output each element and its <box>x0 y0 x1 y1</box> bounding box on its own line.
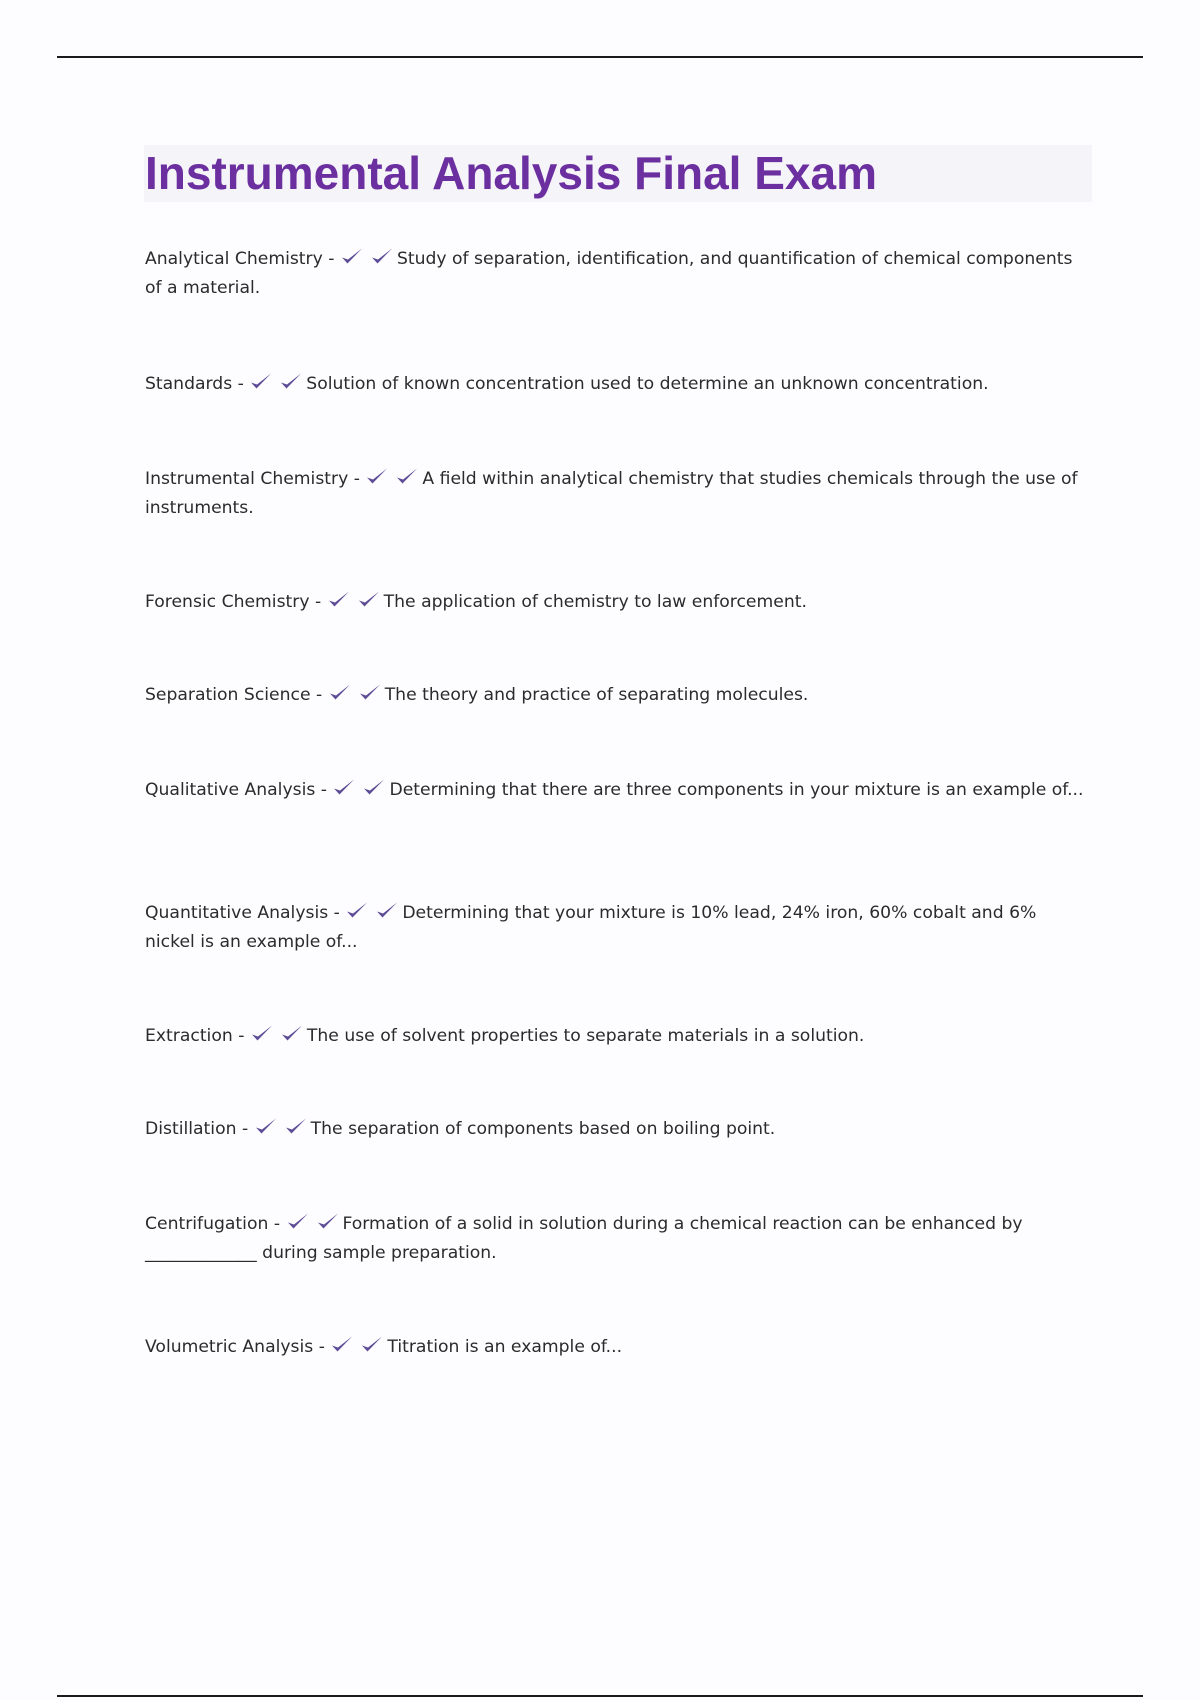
entry-term: Qualitative Analysis <box>145 780 316 800</box>
check-icon <box>395 466 419 488</box>
entry-term: Distillation <box>145 1119 237 1139</box>
entry-definition: Formation of a solid in solution during a chemical reaction can be enhanced by _____________ during sample preparation. <box>145 1214 1023 1263</box>
check-icon <box>254 1116 278 1138</box>
entry-separator: - <box>315 780 333 800</box>
entry-separator: - <box>236 1119 254 1139</box>
entry-quantitative-analysis <box>145 899 1090 957</box>
entry-distillation <box>145 1115 1090 1144</box>
entry-standards <box>145 370 1090 399</box>
entry-definition: Determining that there are three components in your mixture is an example of... <box>389 780 1084 800</box>
entry-analytical-chemistry <box>145 245 1090 303</box>
entry-volumetric-analysis <box>145 1333 1090 1362</box>
page-title: Instrumental Analysis Final Exam <box>145 147 877 199</box>
entry-separation-science <box>145 681 1090 710</box>
check-icon <box>357 589 381 611</box>
entry-definition: A field within analytical chemistry that studies chemicals through the use of instruments. <box>145 469 1078 518</box>
entry-term: Extraction <box>145 1026 233 1046</box>
entry-separator: - <box>232 1026 250 1046</box>
entry-definition: The use of solvent properties to separate materials in a solution. <box>306 1026 865 1046</box>
entry-definition: Determining that your mixture is 10% lead, 24% iron, 60% cobalt and 6% nickel is an example of... <box>145 903 1037 952</box>
check-icon <box>249 371 273 393</box>
entry-separator: - <box>310 685 328 705</box>
top-rule <box>57 56 1143 58</box>
check-icon <box>279 371 303 393</box>
entry-term: Centrifugation <box>145 1214 269 1234</box>
entry-term: Instrumental Chemistry <box>145 469 349 489</box>
check-icon <box>365 466 389 488</box>
check-icon <box>330 1334 354 1356</box>
entry-separator: - <box>322 249 340 269</box>
check-icon <box>358 682 382 704</box>
entry-term: Volumetric Analysis <box>145 1337 314 1357</box>
entry-separator: - <box>328 903 346 923</box>
check-icon <box>286 1211 310 1233</box>
entry-separator: - <box>348 469 366 489</box>
entry-term: Forensic Chemistry <box>145 592 310 612</box>
entry-definition: The application of chemistry to law enforcement. <box>383 592 807 612</box>
check-icon <box>345 900 369 922</box>
entry-separator: - <box>268 1214 286 1234</box>
check-icon <box>284 1116 308 1138</box>
check-icon <box>370 246 394 268</box>
entry-definition: The theory and practice of separating molecules. <box>384 685 809 705</box>
check-icon <box>328 682 352 704</box>
entry-forensic-chemistry <box>145 588 1090 617</box>
entry-separator: - <box>232 374 250 394</box>
entry-definition: Study of separation, identification, and quantification of chemical components of a material. <box>145 249 1073 298</box>
check-icon <box>327 589 351 611</box>
check-icon <box>340 246 364 268</box>
entry-extraction <box>145 1022 1090 1051</box>
entry-separator: - <box>313 1337 331 1357</box>
check-icon <box>362 777 386 799</box>
entry-definition: The separation of components based on boiling point. <box>310 1119 776 1139</box>
entry-definition: Solution of known concentration used to determine an unknown concentration. <box>306 374 989 394</box>
entry-definition: Titration is an example of... <box>387 1337 623 1357</box>
check-icon <box>332 777 356 799</box>
entry-separator: - <box>309 592 327 612</box>
check-icon <box>360 1334 384 1356</box>
entry-term: Analytical Chemistry <box>145 249 323 269</box>
check-icon <box>375 900 399 922</box>
entry-term: Standards <box>145 374 233 394</box>
entry-instrumental-chemistry <box>145 465 1090 523</box>
bottom-rule <box>57 1695 1143 1697</box>
check-icon <box>280 1023 304 1045</box>
check-icon <box>250 1023 274 1045</box>
check-icon <box>316 1211 340 1233</box>
entry-term: Separation Science <box>145 685 311 705</box>
entry-term: Quantitative Analysis <box>145 903 329 923</box>
entry-centrifugation <box>145 1210 1090 1268</box>
entry-qualitative-analysis <box>145 776 1090 805</box>
